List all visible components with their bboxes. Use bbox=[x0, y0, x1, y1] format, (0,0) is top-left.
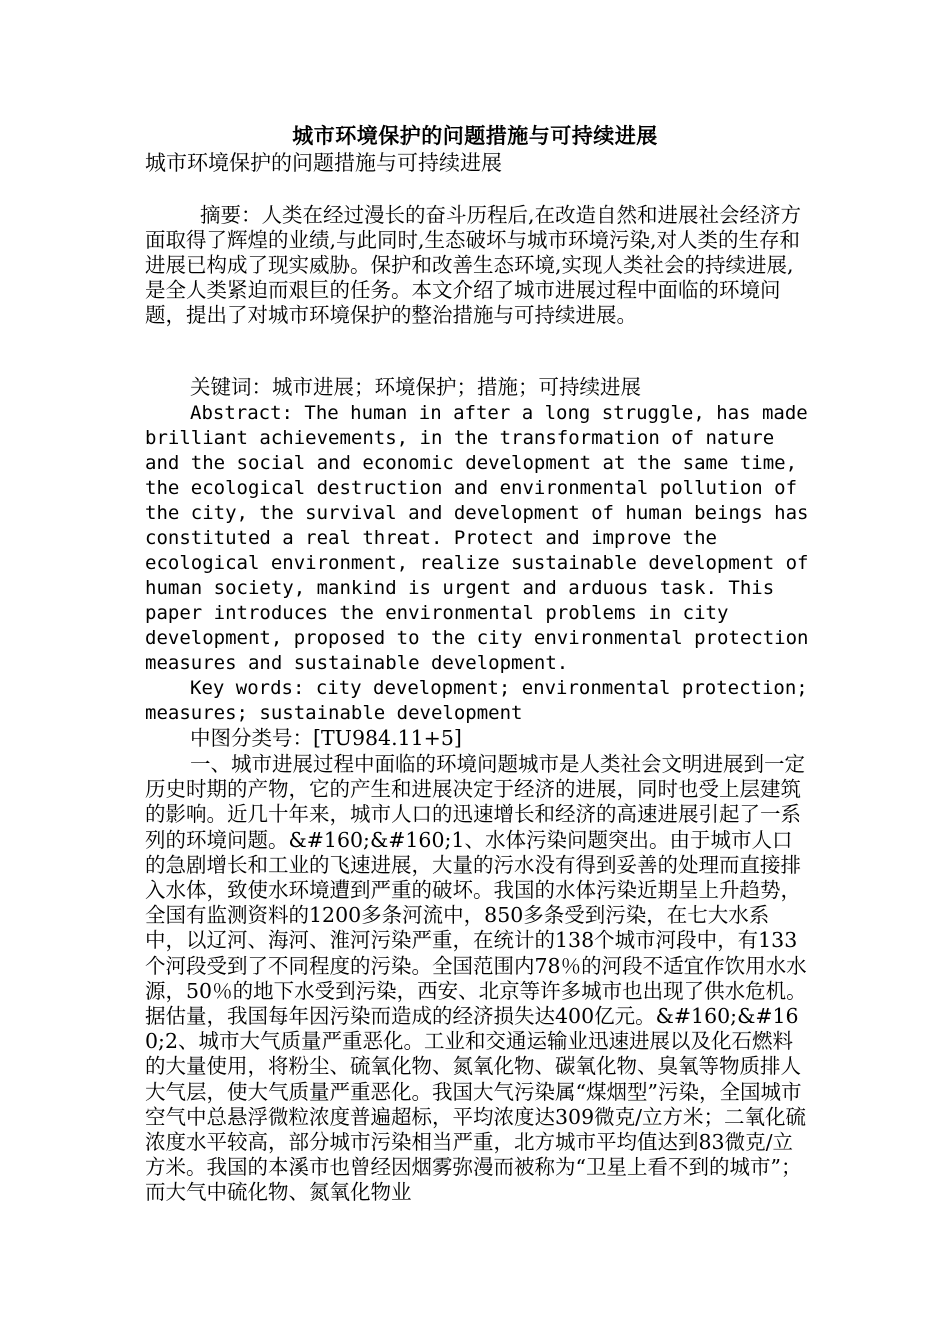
document-subtitle: 城市环境保护的问题措施与可持续进展 bbox=[145, 151, 502, 175]
abstract-english: Abstract: The human in after a long struggle, has made brilliant achievements, in the transformation of nature and the social and economic development at the same time, the ecological destruction and environmental pollution of the city, the survival and development of human beings has constituted a real threat. Protect and improve the ecological environment, realize sustainable development of human society, mankind is urgent and arduous task. This paper introduces the environmental problems in city development, proposed to the city environmental protection measures and sustainable development. bbox=[145, 402, 809, 674]
abstract-chinese: 摘要：人类在经过漫长的奋斗历程后,在改造自然和进展社会经济方面取得了辉煌的业绩,与此同时,生态破坏与城市环境污染,对人类的生存和进展已构成了现实威胁。保护和改善生态环境,实现人类社会的持续进展,是全人类紧迫而艰巨的任务。本文介绍了城市进展过程中面临的环境问题，提出了对城市环境保护的整治措施与可持续进展。 bbox=[145, 203, 802, 327]
keywords-english: Key words: city development; environmental protection; measures; sustainable development bbox=[145, 677, 808, 724]
document-title: 城市环境保护的问题措施与可持续进展 bbox=[292, 123, 658, 148]
classification-number: 中图分类号：[TU984.11+5] bbox=[190, 726, 462, 750]
section-1-paragraph: 一、城市进展过程中面临的环境问题城市是人类社会文明进展到一定历史时期的产物，它的产生和进展决定于经济的进展，同时也受上层建筑的影响。近几十年来，城市人口的迅速增长和经济的高速进展引起了一系列的环境问题。&#160;&#160;1、水体污染问题突出。由于城市人口的急剧增长和工业的飞速进展，大量的污水没有得到妥善的处理而直接排入水体，致使水环境遭到严重的破坏。我国的水体污染近期呈上升趋势，全国有监测资料的1200多条河流中，850多条受到污染，在七大水系中，以辽河、海河、淮河污染严重，在统计的138个城市河段中，有133个河段受到了不同程度的污染。全国范围内78％的河段不适宜作饮用水水源，50％的地下水受到污染，西安、北京等许多城市也出现了供水危机。据估量，我国每年因污染而造成的经济损失达400亿元。&#160;&#160;2、城市大气质量严重恶化。工业和交通运输业迅速进展以及化石燃料的大量使用，将粉尘、硫氧化物、氮氧化物、碳氧化物、臭氧等物质排人大气层，使大气质量严重恶化。我国大气污染属“煤烟型”污染，全国城市空气中总悬浮微粒浓度普遍超标，平均浓度达309微克/立方米；二氧化硫浓度水平较高，部分城市污染相当严重，北方城市平均值达到83微克/立方米。我国的本溪市也曾经因烟雾弥漫而被称为“卫星上看不到的城市”；而大气中硫化物、氮氧化物业 bbox=[145, 752, 807, 1205]
keywords-chinese: 关键词：城市进展；环境保护；措施；可持续进展 bbox=[190, 375, 641, 399]
